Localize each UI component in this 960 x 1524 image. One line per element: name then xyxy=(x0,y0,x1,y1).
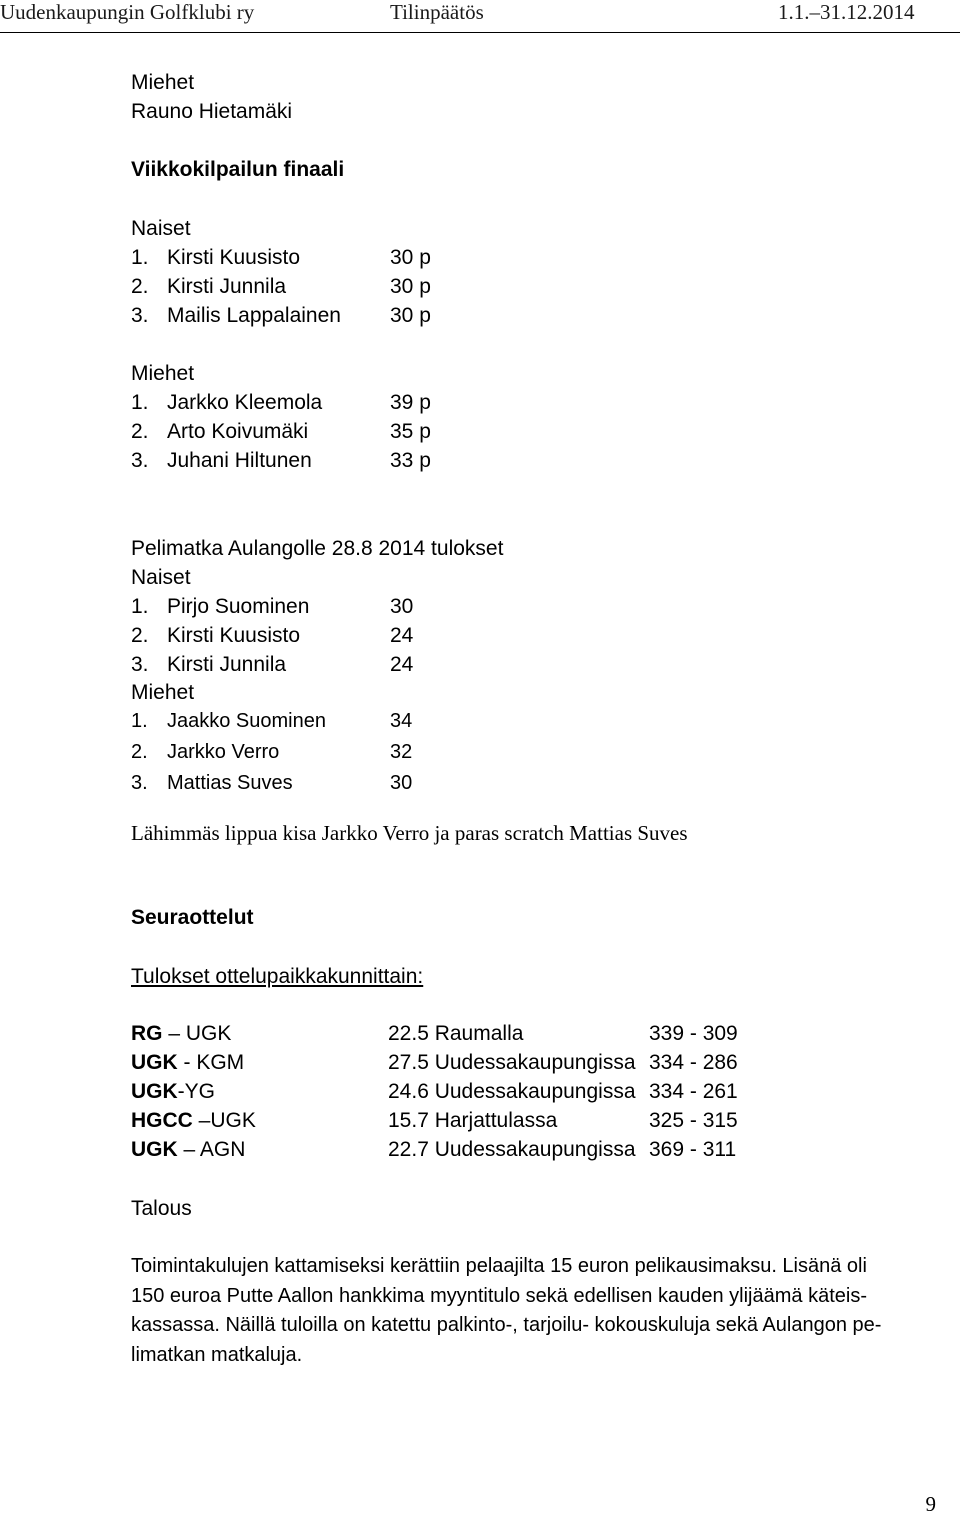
finance-line: kassassa. Näillä tuloilla on katettu palkinto-, tarjoilu- kokouskuluja sekä Aulangon pe- xyxy=(131,1314,882,1336)
list-item-rank: 1. xyxy=(131,710,148,732)
trip-men-label: Miehet xyxy=(131,681,195,704)
list-item-rank: 3. xyxy=(131,653,149,676)
men-name-1: Rauno Hietamäki xyxy=(131,100,293,123)
match-date-place: 27.5 Uudessakaupungissa xyxy=(388,1051,636,1074)
list-item-name: Jarkko Kleemola xyxy=(167,391,323,414)
header-period: 1.1.–31.12.2014 xyxy=(778,0,915,24)
table-row xyxy=(131,1050,244,1076)
match-score: 325 - 315 xyxy=(649,1109,738,1132)
list-item-points: 30 p xyxy=(390,246,431,269)
list-item-points: 39 p xyxy=(390,391,431,414)
list-item-rank: 1. xyxy=(131,246,149,269)
match-date-place: 22.7 Uudessakaupungissa xyxy=(388,1138,636,1161)
trip-title: Pelimatka Aulangolle 28.8 2014 tulokset xyxy=(131,537,504,560)
list-item-name: Arto Koivumäki xyxy=(167,420,309,443)
match-team-rest: –UGK xyxy=(192,1109,256,1132)
list-item-name: Jarkko Verro xyxy=(167,741,280,763)
list-item-rank: 2. xyxy=(131,624,149,647)
match-date-place: 15.7 Harjattulassa xyxy=(388,1109,558,1132)
list-item-points: 33 p xyxy=(390,449,431,472)
match-team-rest: – AGN xyxy=(177,1138,246,1161)
match-score: 369 - 311 xyxy=(649,1138,737,1161)
list-item-points: 30 p xyxy=(390,304,431,327)
list-item-rank: 2. xyxy=(131,420,149,443)
finance-line: limatkan matkaluja. xyxy=(131,1344,303,1366)
list-item-points: 32 xyxy=(390,741,413,763)
weekly-women-label: Naiset xyxy=(131,217,191,240)
table-row xyxy=(131,1108,256,1134)
match-date-place: 24.6 Uudessakaupungissa xyxy=(388,1080,636,1103)
match-team-rest: -YG xyxy=(177,1080,216,1103)
list-item-rank: 2. xyxy=(131,275,149,298)
header-divider xyxy=(0,32,960,33)
list-item-points: 24 xyxy=(390,653,414,676)
match-team-bold: UGK xyxy=(131,1138,178,1161)
finance-line: 150 euroa Putte Aallon hankkima myyntitulo sekä edellisen kauden ylijäämä käteis- xyxy=(131,1285,867,1307)
weekly-final-title: Viikkokilpailun finaali xyxy=(131,158,345,181)
match-date-place: 22.5 Raumalla xyxy=(388,1022,524,1045)
list-item-name: Pirjo Suominen xyxy=(167,595,310,618)
header-club-name: Uudenkaupungin Golfklubi ry xyxy=(0,0,255,24)
weekly-men-label: Miehet xyxy=(131,362,195,385)
list-item-name: Mailis Lappalainen xyxy=(167,304,341,327)
match-team-bold: UGK xyxy=(131,1051,178,1074)
list-item-name: Kirsti Junnila xyxy=(167,653,287,676)
list-item-name: Jaakko Suominen xyxy=(167,710,326,732)
list-item-rank: 3. xyxy=(131,772,148,794)
match-score: 339 - 309 xyxy=(649,1022,738,1045)
club-matches-subtitle: Tulokset ottelupaikkakunnittain: xyxy=(131,965,424,988)
list-item-rank: 3. xyxy=(131,449,149,472)
list-item-name: Kirsti Kuusisto xyxy=(167,246,301,269)
match-team-bold: RG xyxy=(131,1022,163,1045)
list-item-points: 24 xyxy=(390,624,414,647)
match-team-rest: - KGM xyxy=(177,1051,245,1074)
match-team-rest: – UGK xyxy=(162,1022,232,1045)
list-item-points: 35 p xyxy=(390,420,431,443)
list-item-rank: 1. xyxy=(131,595,149,618)
list-item-name: Mattias Suves xyxy=(167,772,293,794)
finance-line: Toimintakulujen kattamiseksi kerättiin pelaajilta 15 euron pelikausimaksu. Lisänä oli xyxy=(131,1255,867,1277)
men-label-1: Miehet xyxy=(131,71,195,94)
club-matches-title: Seuraottelut xyxy=(131,906,254,929)
trip-note: Lähimmäs lippua kisa Jarkko Verro ja paras scratch Mattias Suves xyxy=(131,821,688,845)
list-item-points: 34 xyxy=(390,710,413,732)
list-item-name: Kirsti Kuusisto xyxy=(167,624,301,647)
list-item-points: 30 p xyxy=(390,275,431,298)
page-number: 9 xyxy=(925,1492,936,1516)
match-team-bold: UGK xyxy=(131,1080,178,1103)
table-row xyxy=(131,1079,215,1105)
match-score: 334 - 261 xyxy=(649,1080,738,1103)
finance-title: Talous xyxy=(131,1197,192,1220)
list-item-rank: 1. xyxy=(131,391,149,414)
match-team-bold: HGCC xyxy=(131,1109,193,1132)
list-item-points: 30 xyxy=(390,772,413,794)
list-item-rank: 3. xyxy=(131,304,149,327)
page-header xyxy=(0,0,960,30)
list-item-rank: 2. xyxy=(131,741,148,763)
list-item-name: Kirsti Junnila xyxy=(167,275,287,298)
list-item-name: Juhani Hiltunen xyxy=(167,449,312,472)
table-row xyxy=(131,1137,245,1163)
match-score: 334 - 286 xyxy=(649,1051,738,1074)
trip-women-label: Naiset xyxy=(131,566,191,589)
header-document-title: Tilinpäätös xyxy=(390,0,484,24)
table-row xyxy=(131,1021,231,1047)
list-item-points: 30 xyxy=(390,595,414,618)
